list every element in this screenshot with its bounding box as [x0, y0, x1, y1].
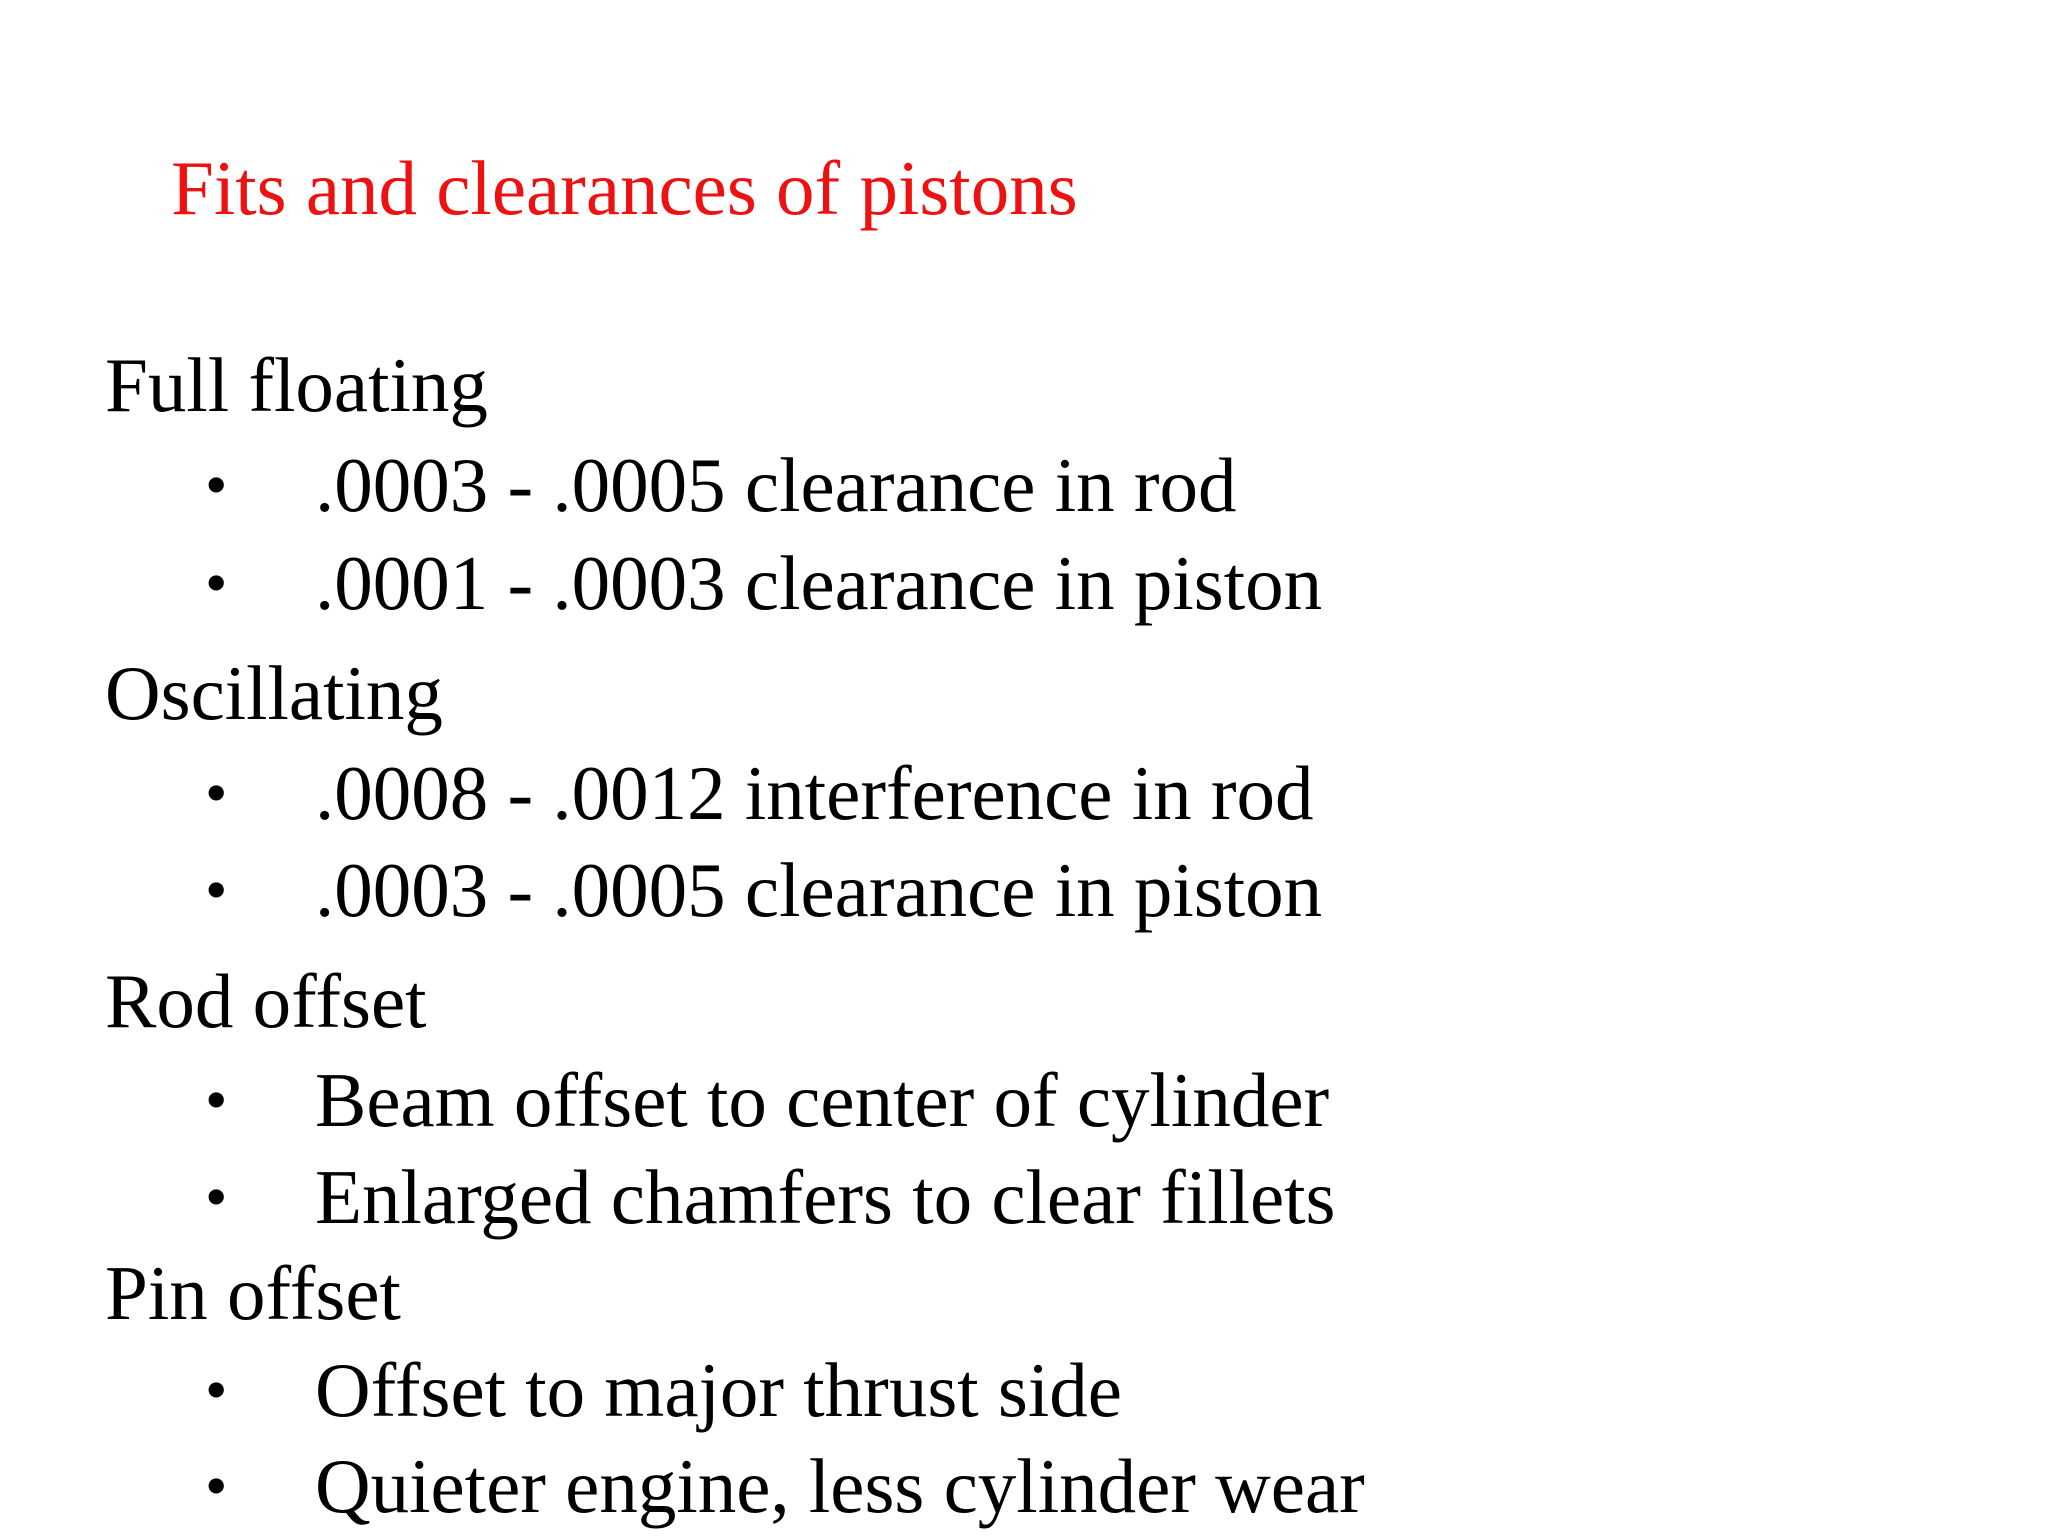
section-heading-full-floating: Full floating	[105, 342, 488, 428]
section-heading-oscillating: Oscillating	[105, 650, 443, 736]
bullet-item	[205, 441, 1237, 528]
section-heading-pin-offset: Pin offset	[105, 1250, 401, 1336]
bullet-text: .0001 - .0003 clearance in piston	[315, 539, 1323, 626]
bullet-item	[205, 1442, 1365, 1529]
bullet-item	[205, 539, 1323, 626]
bullet-icon: •	[205, 547, 228, 618]
bullet-text: .0003 - .0005 clearance in rod	[315, 441, 1237, 528]
bullet-icon: •	[205, 1064, 228, 1135]
bullet-item	[205, 846, 1323, 933]
slide-title: Fits and clearances of pistons	[171, 145, 1078, 231]
bullet-text: Offset to major thrust side	[315, 1346, 1122, 1433]
bullet-text: Quieter engine, less cylinder wear	[315, 1442, 1365, 1529]
bullet-icon: •	[205, 757, 228, 828]
bullet-item	[205, 1346, 1122, 1433]
bullet-text: Beam offset to center of cylinder	[315, 1056, 1330, 1143]
bullet-icon: •	[205, 854, 228, 925]
bullet-item	[205, 749, 1314, 836]
bullet-icon: •	[205, 1354, 228, 1425]
section-heading-rod-offset: Rod offset	[105, 958, 427, 1044]
bullet-text: .0003 - .0005 clearance in piston	[315, 846, 1323, 933]
bullet-item	[205, 1056, 1330, 1143]
bullet-item	[205, 1153, 1336, 1240]
bullet-icon: •	[205, 1450, 228, 1521]
bullet-icon: •	[205, 449, 228, 520]
bullet-text: Enlarged chamfers to clear fillets	[315, 1153, 1336, 1240]
bullet-icon: •	[205, 1161, 228, 1232]
bullet-text: .0008 - .0012 interference in rod	[315, 749, 1314, 836]
